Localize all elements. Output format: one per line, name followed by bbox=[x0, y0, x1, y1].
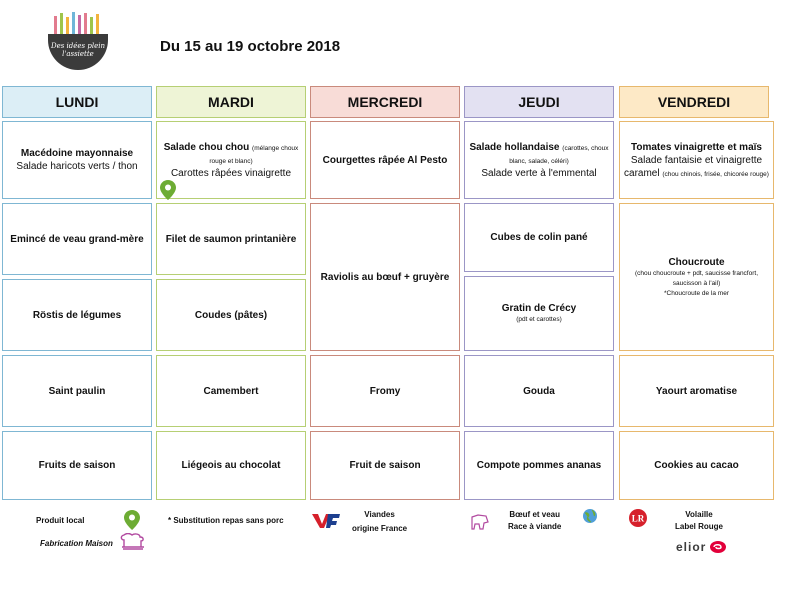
jeudi-entree-1: Salade hollandaise bbox=[469, 141, 560, 153]
mardi-entree-1: Salade chou chou bbox=[163, 141, 250, 153]
mercredi-dessert: Fruit de saison bbox=[310, 431, 460, 500]
boeuf-icon bbox=[470, 513, 490, 531]
vendredi-entree bbox=[619, 121, 774, 199]
lundi-fromage: Saint paulin bbox=[2, 355, 152, 427]
legend-boeuf-1: Bœuf et veau bbox=[509, 510, 561, 519]
vendredi-plat-title: Choucroute bbox=[668, 256, 725, 268]
label-rouge-logo-text: LR bbox=[631, 513, 645, 524]
local-product-pin-icon bbox=[124, 510, 140, 530]
vendredi-entree-3-detail: (chou chinois, frisée, chicorée rouge) bbox=[662, 170, 769, 178]
mardi-fromage: Camembert bbox=[156, 355, 306, 427]
mardi-entree bbox=[156, 121, 306, 199]
vendredi-plat-note: *Choucroute de la mer bbox=[663, 289, 730, 297]
jeudi-entree-2: Salade verte à l'emmental bbox=[481, 167, 597, 179]
legend-viandes-1: Viandes bbox=[364, 510, 395, 519]
legend-volaille-2: Label Rouge bbox=[675, 522, 724, 531]
lundi-accompagnement: Röstis de légumes bbox=[2, 279, 152, 351]
jeudi-fromage: Gouda bbox=[464, 355, 614, 427]
legend-boeuf-2: Race à viande bbox=[508, 522, 562, 531]
legend-boeuf bbox=[508, 509, 561, 533]
day-header-jeudi: JEUDI bbox=[464, 86, 614, 118]
vendredi-plat-detail: (chou choucroute + pdt, saucisse francfort, saucisson à l'ail) bbox=[634, 269, 759, 287]
chef-hat-icon bbox=[118, 533, 148, 551]
logo-text-2: l'assiette bbox=[62, 50, 94, 58]
day-header-vendredi: VENDREDI bbox=[619, 86, 769, 118]
logo bbox=[44, 12, 112, 70]
jeudi-entree-1-detail: (carottes, choux blanc, salade, céléri) bbox=[509, 144, 609, 165]
day-header-lundi: LUNDI bbox=[2, 86, 152, 118]
jeudi-accompagnement-title: Gratin de Crécy bbox=[501, 303, 577, 314]
mercredi-plat: Raviolis au bœuf + gruyère bbox=[310, 203, 460, 351]
jeudi-entree bbox=[464, 121, 614, 199]
jeudi-dessert: Compote pommes ananas bbox=[464, 431, 614, 500]
elior-swirl-icon bbox=[709, 540, 727, 554]
legend-viandes-2: origine France bbox=[352, 524, 408, 533]
vendredi-dessert: Cookies au cacao bbox=[619, 431, 774, 500]
page-title: Du 15 au 19 octobre 2018 bbox=[160, 38, 341, 55]
jeudi-plat: Cubes de colin pané bbox=[464, 203, 614, 272]
jeudi-accompagnement-detail: (pdt et carottes) bbox=[516, 316, 562, 323]
elior-text: elior bbox=[676, 540, 707, 554]
mardi-accompagnement: Coudes (pâtes) bbox=[156, 279, 306, 351]
logo-text-1: Des idées plein bbox=[50, 42, 105, 50]
local-product-pin-icon bbox=[160, 180, 176, 200]
vendredi-plat bbox=[619, 203, 774, 351]
mardi-entree-2: Carottes râpées vinaigrette bbox=[170, 167, 292, 179]
lundi-dessert: Fruits de saison bbox=[2, 431, 152, 500]
jeudi-accompagnement bbox=[464, 276, 614, 351]
mardi-entree-1-detail: (mélange choux rouge et blanc) bbox=[209, 144, 299, 165]
globe-icon bbox=[582, 508, 598, 524]
legend-fabrication-maison: Fabrication Maison bbox=[40, 539, 113, 548]
legend-viandes bbox=[352, 509, 407, 535]
legend-volaille bbox=[675, 509, 723, 533]
viandes-france-logo-icon bbox=[312, 512, 340, 530]
vendredi-fromage: Yaourt aromatise bbox=[619, 355, 774, 427]
mercredi-fromage: Fromy bbox=[310, 355, 460, 427]
lundi-plat: Emincé de veau grand-mère bbox=[2, 203, 152, 275]
label-rouge-logo-icon bbox=[624, 508, 652, 528]
legend-substitution: * Substitution repas sans porc bbox=[168, 516, 284, 525]
vendredi-entree-2: Salade fantaisie et vinaigrette bbox=[630, 154, 763, 166]
mardi-plat: Filet de saumon printanière bbox=[156, 203, 306, 275]
day-header-mardi: MARDI bbox=[156, 86, 306, 118]
lundi-entree-2: Salade haricots verts / thon bbox=[16, 161, 138, 172]
day-header-mercredi: MERCREDI bbox=[310, 86, 460, 118]
elior-logo bbox=[676, 540, 727, 554]
legend-produit-local: Produit local bbox=[36, 516, 85, 525]
vendredi-entree-1: Tomates vinaigrette et maïs bbox=[631, 141, 762, 153]
vendredi-entree-3: caramel bbox=[624, 167, 660, 179]
legend-volaille-1: Volaille bbox=[685, 510, 713, 519]
mardi-dessert: Liégeois au chocolat bbox=[156, 431, 306, 500]
mercredi-entree: Courgettes râpée Al Pesto bbox=[310, 121, 460, 199]
lundi-entree bbox=[2, 121, 152, 199]
lundi-entree-1: Macédoine mayonnaise bbox=[20, 148, 134, 159]
